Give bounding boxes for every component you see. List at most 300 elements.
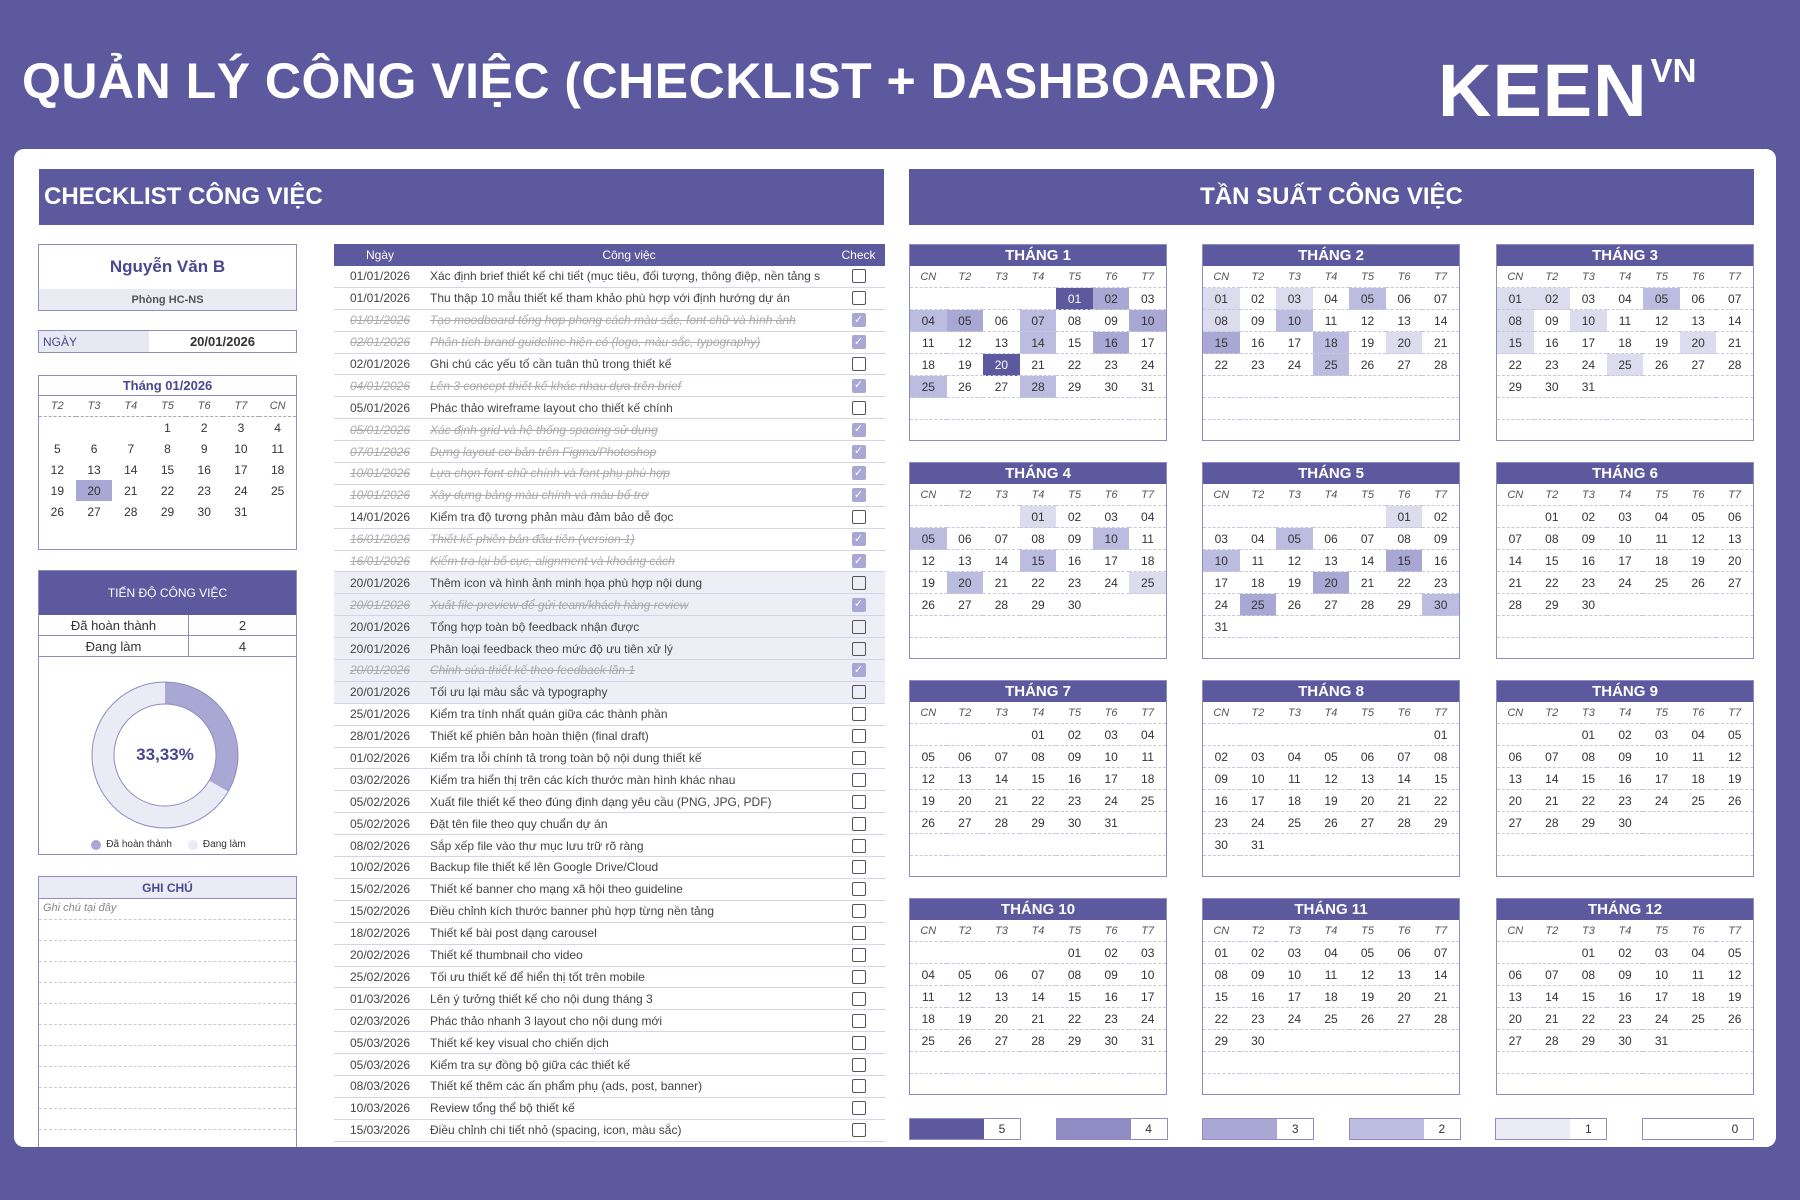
calendar-day[interactable]: 01 bbox=[1570, 724, 1607, 746]
task-checkbox[interactable] bbox=[852, 817, 866, 831]
profile-name[interactable]: Nguyễn Văn B bbox=[109, 257, 226, 276]
calendar-day[interactable]: 05 bbox=[1643, 288, 1680, 310]
calendar-day[interactable]: 26 bbox=[1276, 594, 1313, 616]
calendar-day[interactable]: 14 bbox=[1386, 768, 1423, 790]
calendar-day[interactable]: 01 bbox=[1570, 942, 1607, 964]
calendar-day[interactable]: 02 bbox=[1607, 724, 1644, 746]
task-checkbox[interactable]: ✓ bbox=[852, 423, 866, 437]
calendar-day[interactable]: 26 bbox=[1716, 790, 1753, 812]
calendar-day[interactable]: 29 bbox=[1020, 594, 1057, 616]
calendar-day[interactable]: 21 bbox=[1386, 790, 1423, 812]
calendar-day[interactable]: 17 bbox=[1203, 572, 1240, 594]
calendar-day[interactable]: 25 bbox=[1129, 790, 1166, 812]
calendar-day[interactable]: 24 bbox=[1203, 594, 1240, 616]
calendar-day[interactable]: 07 bbox=[1349, 528, 1386, 550]
task-checkbox[interactable] bbox=[852, 357, 866, 371]
calendar-day[interactable]: 07 bbox=[983, 746, 1020, 768]
calendar-day[interactable]: 15 bbox=[1422, 768, 1459, 790]
notes-line[interactable] bbox=[39, 1004, 296, 1025]
calendar-day[interactable]: 22 bbox=[1020, 572, 1057, 594]
calendar-day[interactable]: 16 bbox=[1093, 332, 1130, 354]
calendar-day[interactable]: 02 bbox=[1203, 746, 1240, 768]
calendar-day[interactable]: 26 bbox=[947, 376, 984, 398]
calendar-day[interactable]: 18 bbox=[1276, 790, 1313, 812]
calendar-day[interactable]: 17 bbox=[1276, 332, 1313, 354]
calendar-day[interactable]: 16 bbox=[1056, 550, 1093, 572]
calendar-day[interactable]: 07 bbox=[1534, 746, 1571, 768]
calendar-day[interactable]: 07 bbox=[1497, 528, 1534, 550]
calendar-day[interactable]: 26 bbox=[50, 504, 65, 519]
calendar-day[interactable]: 21 bbox=[983, 572, 1020, 594]
calendar-day[interactable]: 06 bbox=[1497, 964, 1534, 986]
calendar-day[interactable]: 23 bbox=[1607, 790, 1644, 812]
calendar-day[interactable]: 22 bbox=[1497, 354, 1534, 376]
calendar-day[interactable]: 12 bbox=[1313, 768, 1350, 790]
calendar-day[interactable]: 13 bbox=[947, 550, 984, 572]
calendar-day[interactable]: 13 bbox=[1497, 768, 1534, 790]
calendar-day[interactable]: 04 bbox=[910, 310, 947, 332]
calendar-day[interactable]: 01 bbox=[1386, 506, 1423, 528]
calendar-day[interactable]: 19 bbox=[910, 572, 947, 594]
calendar-day[interactable]: 07 bbox=[1020, 964, 1057, 986]
calendar-day[interactable]: 24 bbox=[234, 483, 248, 498]
calendar-day[interactable]: 20 bbox=[983, 354, 1020, 376]
calendar-day[interactable]: 12 bbox=[1716, 964, 1753, 986]
calendar-day[interactable]: 06 bbox=[947, 746, 984, 768]
calendar-day[interactable]: 18 bbox=[1313, 986, 1350, 1008]
task-checkbox[interactable] bbox=[852, 1036, 866, 1050]
calendar-day[interactable]: 24 bbox=[1607, 572, 1644, 594]
calendar-day[interactable]: 22 bbox=[160, 483, 175, 498]
calendar-day[interactable]: 09 bbox=[1422, 528, 1459, 550]
calendar-day[interactable]: 29 bbox=[1056, 1030, 1093, 1052]
calendar-day[interactable]: 21 bbox=[1534, 1008, 1571, 1030]
calendar-day[interactable]: 13 bbox=[1349, 768, 1386, 790]
calendar-day[interactable]: 09 bbox=[1570, 528, 1607, 550]
calendar-day[interactable]: 30 bbox=[1056, 594, 1093, 616]
calendar-day[interactable]: 21 bbox=[983, 790, 1020, 812]
calendar-day[interactable]: 04 bbox=[1129, 506, 1166, 528]
calendar-day[interactable]: 04 bbox=[1276, 746, 1313, 768]
calendar-day[interactable]: 17 bbox=[1570, 332, 1607, 354]
task-checkbox[interactable] bbox=[852, 1058, 866, 1072]
calendar-day[interactable]: 15 bbox=[1570, 768, 1607, 790]
calendar-day[interactable]: 12 bbox=[1680, 528, 1717, 550]
calendar-day[interactable]: 27 bbox=[983, 376, 1020, 398]
calendar-day[interactable]: 12 bbox=[1276, 550, 1313, 572]
calendar-day[interactable]: 19 bbox=[947, 1008, 984, 1030]
calendar-day[interactable]: 06 bbox=[1386, 942, 1423, 964]
calendar-day[interactable]: 15 bbox=[1056, 332, 1093, 354]
calendar-day[interactable]: 11 bbox=[1240, 550, 1277, 572]
calendar-day[interactable]: 10 bbox=[1643, 746, 1680, 768]
calendar-day[interactable]: 27 bbox=[1386, 1008, 1423, 1030]
calendar-day[interactable]: 25 bbox=[1680, 790, 1717, 812]
calendar-day[interactable]: 26 bbox=[910, 594, 947, 616]
calendar-day[interactable]: 03 bbox=[1240, 746, 1277, 768]
notes-line[interactable] bbox=[39, 1046, 296, 1067]
calendar-day[interactable]: 10 bbox=[234, 441, 248, 456]
task-checkbox[interactable]: ✓ bbox=[852, 379, 866, 393]
calendar-day[interactable]: 13 bbox=[983, 332, 1020, 354]
calendar-day[interactable]: 02 bbox=[1534, 288, 1571, 310]
calendar-day[interactable]: 05 bbox=[1313, 746, 1350, 768]
calendar-day[interactable]: 10 bbox=[1129, 964, 1166, 986]
calendar-day[interactable]: 23 bbox=[1056, 790, 1093, 812]
calendar-day[interactable]: 31 bbox=[1643, 1030, 1680, 1052]
calendar-day[interactable]: 24 bbox=[1093, 572, 1130, 594]
calendar-day[interactable]: 30 bbox=[1570, 594, 1607, 616]
calendar-day[interactable]: 3 bbox=[237, 420, 245, 435]
calendar-day[interactable]: 31 bbox=[1570, 376, 1607, 398]
calendar-day[interactable]: 2 bbox=[200, 420, 208, 435]
calendar-day[interactable]: 20 bbox=[1313, 572, 1350, 594]
calendar-day[interactable]: 24 bbox=[1240, 812, 1277, 834]
task-checkbox[interactable]: ✓ bbox=[852, 663, 866, 677]
calendar-day[interactable]: 11 bbox=[1129, 528, 1166, 550]
calendar-day[interactable]: 16 bbox=[1607, 768, 1644, 790]
calendar-day[interactable]: 28 bbox=[1020, 1030, 1057, 1052]
calendar-day[interactable]: 04 bbox=[1680, 942, 1717, 964]
calendar-day[interactable]: 04 bbox=[1313, 942, 1350, 964]
calendar-day[interactable]: 03 bbox=[1129, 288, 1166, 310]
calendar-day[interactable]: 14 bbox=[983, 550, 1020, 572]
calendar-day[interactable]: 05 bbox=[1276, 528, 1313, 550]
calendar-day[interactable]: 28 bbox=[1497, 594, 1534, 616]
calendar-day[interactable]: 27 bbox=[1497, 1030, 1534, 1052]
calendar-day[interactable]: 28 bbox=[1716, 354, 1753, 376]
notes-input[interactable]: Ghi chú tại đây bbox=[39, 899, 296, 920]
calendar-day[interactable]: 23 bbox=[1240, 1008, 1277, 1030]
calendar-day[interactable]: 16 bbox=[197, 462, 211, 477]
task-checkbox[interactable]: ✓ bbox=[852, 598, 866, 612]
calendar-day[interactable]: 01 bbox=[1203, 942, 1240, 964]
calendar-day[interactable]: 05 bbox=[1716, 724, 1753, 746]
calendar-day[interactable]: 19 bbox=[1349, 986, 1386, 1008]
calendar-day[interactable]: 8 bbox=[164, 441, 171, 456]
calendar-day[interactable]: 17 bbox=[1240, 790, 1277, 812]
calendar-day[interactable]: 18 bbox=[1313, 332, 1350, 354]
calendar-day[interactable]: 23 bbox=[1240, 354, 1277, 376]
calendar-day[interactable]: 24 bbox=[1643, 1008, 1680, 1030]
calendar-day[interactable]: 23 bbox=[1203, 812, 1240, 834]
calendar-day[interactable]: 27 bbox=[1349, 812, 1386, 834]
task-checkbox[interactable] bbox=[852, 1079, 866, 1093]
calendar-day[interactable]: 09 bbox=[1056, 746, 1093, 768]
task-checkbox[interactable] bbox=[852, 685, 866, 699]
calendar-day[interactable]: 06 bbox=[1680, 288, 1717, 310]
calendar-day[interactable]: 20 bbox=[1680, 332, 1717, 354]
calendar-day[interactable]: 27 bbox=[1313, 594, 1350, 616]
task-checkbox[interactable] bbox=[852, 642, 866, 656]
calendar-day[interactable]: 29 bbox=[1020, 812, 1057, 834]
calendar-day[interactable]: 06 bbox=[1313, 528, 1350, 550]
calendar-day[interactable]: 08 bbox=[1570, 746, 1607, 768]
calendar-day[interactable]: 26 bbox=[1349, 1008, 1386, 1030]
calendar-day[interactable]: 08 bbox=[1497, 310, 1534, 332]
calendar-day[interactable]: 12 bbox=[1716, 746, 1753, 768]
calendar-day[interactable]: 10 bbox=[1276, 964, 1313, 986]
calendar-day[interactable]: 08 bbox=[1056, 310, 1093, 332]
calendar-day[interactable]: 22 bbox=[1570, 1008, 1607, 1030]
calendar-day[interactable]: 23 bbox=[1534, 354, 1571, 376]
date-value[interactable]: 20/01/2026 bbox=[189, 334, 256, 349]
calendar-day[interactable]: 04 bbox=[910, 964, 947, 986]
calendar-day[interactable]: 02 bbox=[1607, 942, 1644, 964]
calendar-day[interactable]: 13 bbox=[947, 768, 984, 790]
calendar-day[interactable]: 27 bbox=[1716, 572, 1753, 594]
calendar-day[interactable]: 12 bbox=[910, 768, 947, 790]
calendar-day[interactable]: 14 bbox=[1716, 310, 1753, 332]
calendar-day[interactable]: 18 bbox=[1643, 550, 1680, 572]
calendar-day[interactable]: 21 bbox=[124, 483, 138, 498]
calendar-day[interactable]: 02 bbox=[1056, 506, 1093, 528]
calendar-day[interactable]: 21 bbox=[1422, 986, 1459, 1008]
calendar-day[interactable]: 23 bbox=[1093, 354, 1130, 376]
calendar-day[interactable]: 30 bbox=[1056, 812, 1093, 834]
calendar-day[interactable]: 09 bbox=[1093, 964, 1130, 986]
calendar-day[interactable]: 29 bbox=[1570, 1030, 1607, 1052]
calendar-day[interactable]: 15 bbox=[1570, 986, 1607, 1008]
calendar-day[interactable]: 29 bbox=[1497, 376, 1534, 398]
calendar-day[interactable]: 21 bbox=[1020, 1008, 1057, 1030]
calendar-day[interactable]: 09 bbox=[1093, 310, 1130, 332]
calendar-day[interactable]: 07 bbox=[1422, 942, 1459, 964]
calendar-day[interactable]: 12 bbox=[947, 986, 984, 1008]
calendar-day[interactable]: 06 bbox=[1497, 746, 1534, 768]
calendar-day[interactable]: 13 bbox=[1716, 528, 1753, 550]
calendar-day[interactable]: 04 bbox=[1680, 724, 1717, 746]
calendar-day[interactable]: 01 bbox=[1534, 506, 1571, 528]
calendar-day[interactable]: 18 bbox=[1129, 550, 1166, 572]
calendar-day[interactable]: 05 bbox=[910, 746, 947, 768]
calendar-day[interactable]: 9 bbox=[200, 441, 208, 456]
calendar-day[interactable]: 02 bbox=[1056, 724, 1093, 746]
calendar-day[interactable]: 5 bbox=[54, 441, 61, 456]
calendar-day[interactable]: 12 bbox=[1349, 964, 1386, 986]
calendar-day[interactable]: 18 bbox=[1129, 768, 1166, 790]
calendar-day[interactable]: 26 bbox=[1643, 354, 1680, 376]
calendar-day[interactable]: 27 bbox=[983, 1030, 1020, 1052]
calendar-day[interactable]: 24 bbox=[1570, 354, 1607, 376]
calendar-day[interactable]: 02 bbox=[1093, 288, 1130, 310]
notes-line[interactable] bbox=[39, 1067, 296, 1088]
calendar-day[interactable]: 14 bbox=[1020, 986, 1057, 1008]
calendar-day[interactable]: 17 bbox=[1276, 986, 1313, 1008]
calendar-day[interactable]: 15 bbox=[1386, 550, 1423, 572]
task-checkbox[interactable] bbox=[852, 291, 866, 305]
calendar-day[interactable]: 04 bbox=[1240, 528, 1277, 550]
calendar-day[interactable]: 01 bbox=[1497, 288, 1534, 310]
calendar-day[interactable]: 26 bbox=[910, 812, 947, 834]
calendar-day[interactable]: 20 bbox=[1386, 332, 1423, 354]
calendar-day[interactable]: 02 bbox=[1240, 942, 1277, 964]
calendar-day[interactable]: 28 bbox=[983, 812, 1020, 834]
task-checkbox[interactable]: ✓ bbox=[852, 532, 866, 546]
calendar-day[interactable]: 21 bbox=[1349, 572, 1386, 594]
calendar-day[interactable]: 20 bbox=[947, 572, 984, 594]
calendar-day[interactable]: 11 bbox=[271, 441, 284, 456]
calendar-day[interactable]: 7 bbox=[127, 441, 135, 456]
calendar-day[interactable]: 01 bbox=[1422, 724, 1459, 746]
calendar-day[interactable]: 08 bbox=[1534, 528, 1571, 550]
calendar-day[interactable]: 11 bbox=[910, 332, 947, 354]
calendar-day[interactable]: 30 bbox=[1093, 376, 1130, 398]
calendar-day[interactable]: 11 bbox=[910, 986, 947, 1008]
task-checkbox[interactable] bbox=[852, 795, 866, 809]
calendar-day[interactable]: 22 bbox=[1056, 1008, 1093, 1030]
calendar-day[interactable]: 09 bbox=[1240, 310, 1277, 332]
task-checkbox[interactable] bbox=[852, 882, 866, 896]
calendar-day[interactable]: 16 bbox=[1240, 986, 1277, 1008]
calendar-day[interactable]: 10 bbox=[1093, 528, 1130, 550]
task-checkbox[interactable] bbox=[852, 1014, 866, 1028]
task-checkbox[interactable] bbox=[852, 839, 866, 853]
calendar-day[interactable]: 22 bbox=[1422, 790, 1459, 812]
calendar-day[interactable]: 19 bbox=[1716, 986, 1753, 1008]
calendar-day[interactable]: 20 bbox=[947, 790, 984, 812]
calendar-day[interactable]: 16 bbox=[1422, 550, 1459, 572]
calendar-day[interactable]: 01 bbox=[1056, 942, 1093, 964]
task-checkbox[interactable] bbox=[852, 269, 866, 283]
calendar-day[interactable]: 22 bbox=[1203, 1008, 1240, 1030]
calendar-day[interactable]: 14 bbox=[124, 462, 138, 477]
task-checkbox[interactable] bbox=[852, 1101, 866, 1115]
calendar-day[interactable]: 18 bbox=[1680, 768, 1717, 790]
task-checkbox[interactable] bbox=[852, 729, 866, 743]
calendar-day[interactable]: 27 bbox=[947, 594, 984, 616]
calendar-day[interactable]: 01 bbox=[1203, 288, 1240, 310]
calendar-day[interactable]: 15 bbox=[1497, 332, 1534, 354]
calendar-day[interactable]: 21 bbox=[1716, 332, 1753, 354]
notes-line[interactable] bbox=[39, 983, 296, 1004]
calendar-day[interactable]: 09 bbox=[1607, 746, 1644, 768]
notes-line[interactable] bbox=[39, 962, 296, 983]
calendar-day[interactable]: 07 bbox=[983, 528, 1020, 550]
calendar-day[interactable]: 08 bbox=[1020, 746, 1057, 768]
calendar-day[interactable]: 24 bbox=[1276, 354, 1313, 376]
calendar-day[interactable]: 30 bbox=[1203, 834, 1240, 856]
calendar-day[interactable]: 25 bbox=[1607, 354, 1644, 376]
calendar-day[interactable]: 6 bbox=[90, 441, 98, 456]
calendar-day[interactable]: 25 bbox=[1129, 572, 1166, 594]
calendar-day[interactable]: 14 bbox=[983, 768, 1020, 790]
calendar-day[interactable]: 30 bbox=[197, 504, 211, 519]
calendar-day[interactable]: 22 bbox=[1570, 790, 1607, 812]
task-checkbox[interactable] bbox=[852, 576, 866, 590]
calendar-day[interactable]: 05 bbox=[1716, 942, 1753, 964]
calendar-day[interactable]: 13 bbox=[983, 986, 1020, 1008]
task-checkbox[interactable] bbox=[852, 992, 866, 1006]
calendar-day[interactable]: 28 bbox=[983, 594, 1020, 616]
calendar-day[interactable]: 10 bbox=[1643, 964, 1680, 986]
calendar-day[interactable]: 16 bbox=[1056, 768, 1093, 790]
calendar-day[interactable]: 23 bbox=[197, 483, 211, 498]
calendar-day[interactable]: 15 bbox=[1203, 986, 1240, 1008]
calendar-day[interactable]: 18 bbox=[1607, 332, 1644, 354]
calendar-day[interactable]: 03 bbox=[1276, 942, 1313, 964]
task-checkbox[interactable]: ✓ bbox=[852, 335, 866, 349]
calendar-day[interactable]: 14 bbox=[1422, 964, 1459, 986]
calendar-day[interactable]: 18 bbox=[1680, 986, 1717, 1008]
calendar-day[interactable]: 11 bbox=[1313, 310, 1350, 332]
calendar-day[interactable]: 17 bbox=[1643, 768, 1680, 790]
calendar-day[interactable]: 03 bbox=[1129, 942, 1166, 964]
notes-lines[interactable] bbox=[39, 920, 296, 1130]
calendar-day[interactable]: 27 bbox=[1497, 812, 1534, 834]
calendar-day[interactable]: 04 bbox=[1607, 288, 1644, 310]
calendar-day[interactable]: 05 bbox=[910, 528, 947, 550]
calendar-day[interactable]: 13 bbox=[1680, 310, 1717, 332]
calendar-day[interactable]: 09 bbox=[1607, 964, 1644, 986]
calendar-day[interactable]: 03 bbox=[1093, 724, 1130, 746]
calendar-day[interactable]: 03 bbox=[1276, 288, 1313, 310]
calendar-day[interactable]: 17 bbox=[1093, 768, 1130, 790]
calendar-day[interactable]: 18 bbox=[910, 1008, 947, 1030]
calendar-day[interactable]: 02 bbox=[1422, 506, 1459, 528]
calendar-day[interactable]: 17 bbox=[1643, 986, 1680, 1008]
calendar-day[interactable]: 14 bbox=[1497, 550, 1534, 572]
calendar-day[interactable]: 08 bbox=[1056, 964, 1093, 986]
task-checkbox[interactable] bbox=[852, 773, 866, 787]
calendar-day[interactable]: 20 bbox=[983, 1008, 1020, 1030]
calendar-day[interactable]: 25 bbox=[1313, 354, 1350, 376]
calendar-day[interactable]: 18 bbox=[910, 354, 947, 376]
calendar-day[interactable]: 31 bbox=[1093, 812, 1130, 834]
calendar-day[interactable]: 23 bbox=[1570, 572, 1607, 594]
task-checkbox[interactable]: ✓ bbox=[852, 445, 866, 459]
task-checkbox[interactable] bbox=[852, 948, 866, 962]
calendar-day[interactable]: 23 bbox=[1607, 1008, 1644, 1030]
task-checkbox[interactable] bbox=[852, 860, 866, 874]
calendar-day[interactable]: 22 bbox=[1534, 572, 1571, 594]
calendar-day[interactable]: 19 bbox=[1313, 790, 1350, 812]
calendar-day[interactable]: 16 bbox=[1093, 986, 1130, 1008]
calendar-day[interactable]: 25 bbox=[910, 376, 947, 398]
calendar-day[interactable]: 20 bbox=[1386, 986, 1423, 1008]
calendar-day[interactable]: 14 bbox=[1349, 550, 1386, 572]
calendar-day[interactable]: 17 bbox=[1607, 550, 1644, 572]
calendar-day[interactable]: 22 bbox=[1056, 354, 1093, 376]
calendar-day[interactable]: 21 bbox=[1020, 354, 1057, 376]
notes-line[interactable] bbox=[39, 920, 296, 941]
calendar-day[interactable]: 26 bbox=[1349, 354, 1386, 376]
calendar-day[interactable]: 08 bbox=[1020, 528, 1057, 550]
calendar-day[interactable]: 19 bbox=[1680, 550, 1717, 572]
calendar-day[interactable]: 09 bbox=[1056, 528, 1093, 550]
calendar-day[interactable]: 04 bbox=[1129, 724, 1166, 746]
calendar-day[interactable]: 03 bbox=[1570, 288, 1607, 310]
calendar-day[interactable]: 25 bbox=[1643, 572, 1680, 594]
calendar-day[interactable]: 23 bbox=[1056, 572, 1093, 594]
task-checkbox[interactable] bbox=[852, 510, 866, 524]
calendar-day[interactable]: 20 bbox=[76, 480, 113, 501]
calendar-day[interactable]: 09 bbox=[1203, 768, 1240, 790]
calendar-day[interactable]: 21 bbox=[1497, 572, 1534, 594]
calendar-day[interactable]: 17 bbox=[234, 462, 248, 477]
calendar-day[interactable]: 20 bbox=[1497, 1008, 1534, 1030]
calendar-day[interactable]: 05 bbox=[1680, 506, 1717, 528]
calendar-day[interactable]: 29 bbox=[1422, 812, 1459, 834]
calendar-day[interactable]: 28 bbox=[124, 504, 138, 519]
task-checkbox[interactable]: ✓ bbox=[852, 466, 866, 480]
calendar-day[interactable]: 31 bbox=[1240, 834, 1277, 856]
calendar-day[interactable]: 15 bbox=[1203, 332, 1240, 354]
calendar-day[interactable]: 15 bbox=[160, 462, 175, 477]
calendar-day[interactable]: 29 bbox=[1203, 1030, 1240, 1052]
calendar-day[interactable]: 16 bbox=[1534, 332, 1571, 354]
calendar-day[interactable]: 05 bbox=[947, 310, 984, 332]
